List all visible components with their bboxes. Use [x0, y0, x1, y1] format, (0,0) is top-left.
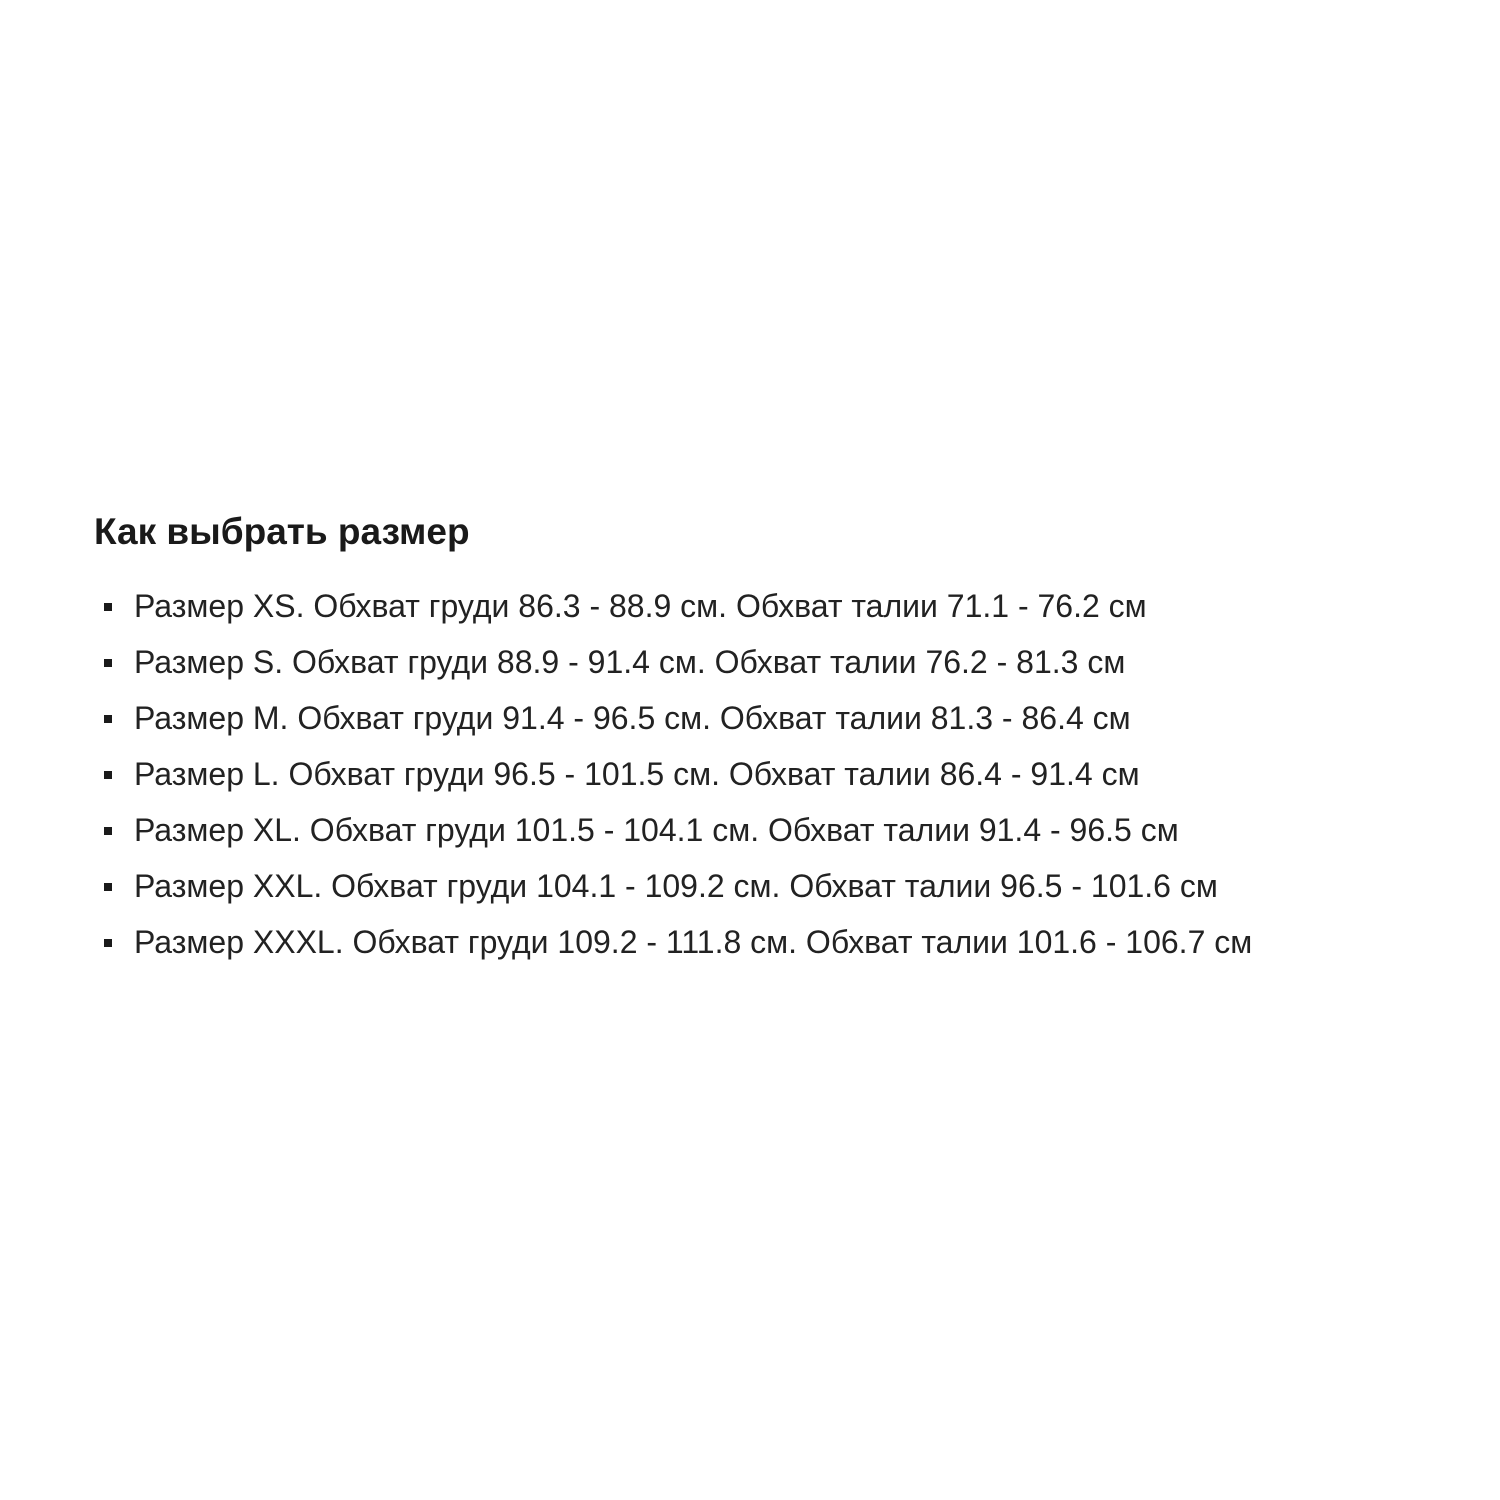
size-item-text: Размер M. Обхват груди 91.4 - 96.5 см. Обхват талии 81.3 - 86.4 см [134, 700, 1131, 736]
size-item-m [94, 690, 1474, 746]
size-item-xxxl [94, 914, 1474, 970]
size-item-xs [94, 578, 1474, 634]
bullet-icon [104, 659, 112, 667]
bullet-icon [104, 827, 112, 835]
size-item-xxl [94, 858, 1474, 914]
guide-title: Как выбрать размер [94, 511, 470, 552]
size-item-text: Размер XS. Обхват груди 86.3 - 88.9 см. Обхват талии 71.1 - 76.2 см [134, 588, 1147, 624]
bullet-icon [104, 771, 112, 779]
size-item-text: Размер XXL. Обхват груди 104.1 - 109.2 см. Обхват талии 96.5 - 101.6 см [134, 868, 1218, 904]
size-guide [94, 508, 1474, 970]
bullet-icon [104, 715, 112, 723]
size-item-text: Размер XL. Обхват груди 101.5 - 104.1 см. Обхват талии 91.4 - 96.5 см [134, 812, 1179, 848]
size-item-l [94, 746, 1474, 802]
size-item-text: Размер XXXL. Обхват груди 109.2 - 111.8 см. Обхват талии 101.6 - 106.7 см [134, 924, 1253, 960]
size-item-text: Размер S. Обхват груди 88.9 - 91.4 см. Обхват талии 76.2 - 81.3 см [134, 644, 1126, 680]
size-item-s [94, 634, 1474, 690]
bullet-icon [104, 603, 112, 611]
size-list [94, 578, 1474, 970]
bullet-icon [104, 883, 112, 891]
size-item-text: Размер L. Обхват груди 96.5 - 101.5 см. Обхват талии 86.4 - 91.4 см [134, 756, 1140, 792]
size-item-xl [94, 802, 1474, 858]
bullet-icon [104, 939, 112, 947]
